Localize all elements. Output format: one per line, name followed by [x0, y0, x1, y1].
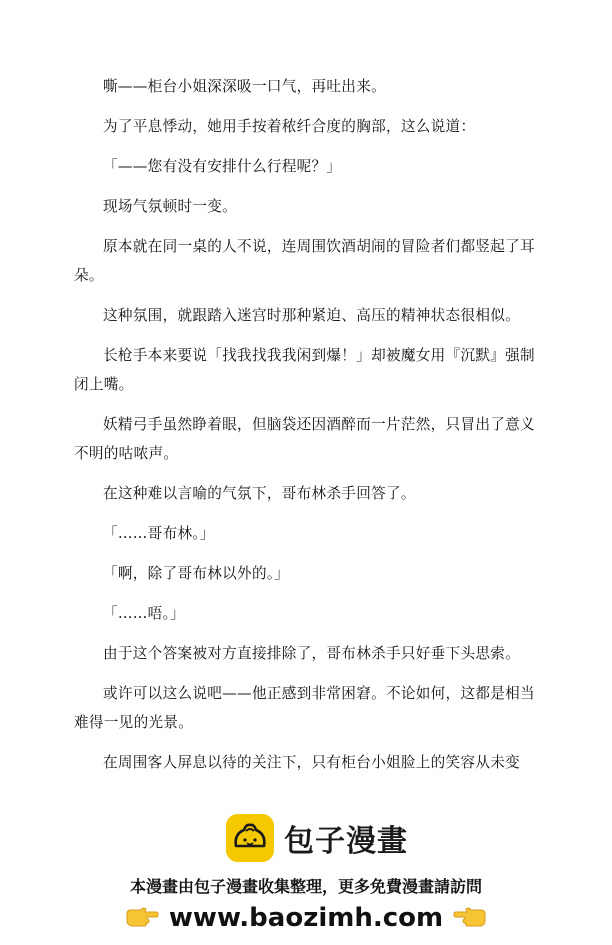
pointing-right-hand-icon [125, 906, 159, 930]
paragraph: 长枪手本来要说「找我找我我闲到爆！」却被魔女用『沉默』强制闭上嘴。 [74, 347, 535, 393]
site-url-link[interactable]: www.baozimh.com [168, 903, 444, 933]
bun-logo-icon [226, 814, 274, 862]
paragraph: 妖精弓手虽然睁着眼，但脑袋还因酒醉而一片茫然，只冒出了意义不明的咕哝声。 [74, 416, 535, 462]
paragraph: 嘶——柜台小姐深深吸一口气，再吐出来。 [103, 78, 386, 95]
paragraph: 「……唔。」 [103, 605, 186, 622]
paragraph: 在周围客人屏息以待的关注下，只有柜台小姐脸上的笑容从未变 [103, 754, 521, 771]
site-url-row[interactable] [0, 900, 612, 936]
paragraph: 「啊，除了哥布林以外的。」 [103, 565, 290, 582]
paragraph: 为了平息悸动，她用手按着秾纤合度的胸部，这么说道： [103, 118, 476, 135]
brand-name: 包子漫畫 [284, 824, 408, 859]
paragraph: 在这种难以言喻的气氛下，哥布林杀手回答了。 [103, 485, 416, 502]
paragraph: 由于这个答案被对方直接排除了，哥布林杀手只好垂下头思索。 [103, 645, 521, 662]
paragraph: 「——您有没有安排什么行程呢？」 [103, 158, 342, 175]
brand-logo-row[interactable] [226, 810, 408, 866]
footer-tagline: 本漫畫由包子漫畫收集整理，更多免費漫畫請訪問 [129, 877, 482, 896]
paragraph: 或许可以这么说吧——他正感到非常困窘。不论如何，这都是相当难得一见的光景。 [74, 685, 535, 731]
paragraph: 「……哥布林。」 [103, 525, 215, 542]
pointing-left-hand-icon [453, 906, 487, 930]
story-text [74, 72, 542, 788]
site-watermark-footer [0, 800, 612, 945]
paragraph: 现场气氛顿时一变。 [103, 198, 238, 215]
paragraph: 原本就在同一桌的人不说，连周围饮酒胡闹的冒险者们都竖起了耳朵。 [74, 238, 535, 284]
paragraph: 这种氛围，就跟踏入迷宫时那种紧迫、高压的精神状态很相似。 [103, 307, 521, 324]
